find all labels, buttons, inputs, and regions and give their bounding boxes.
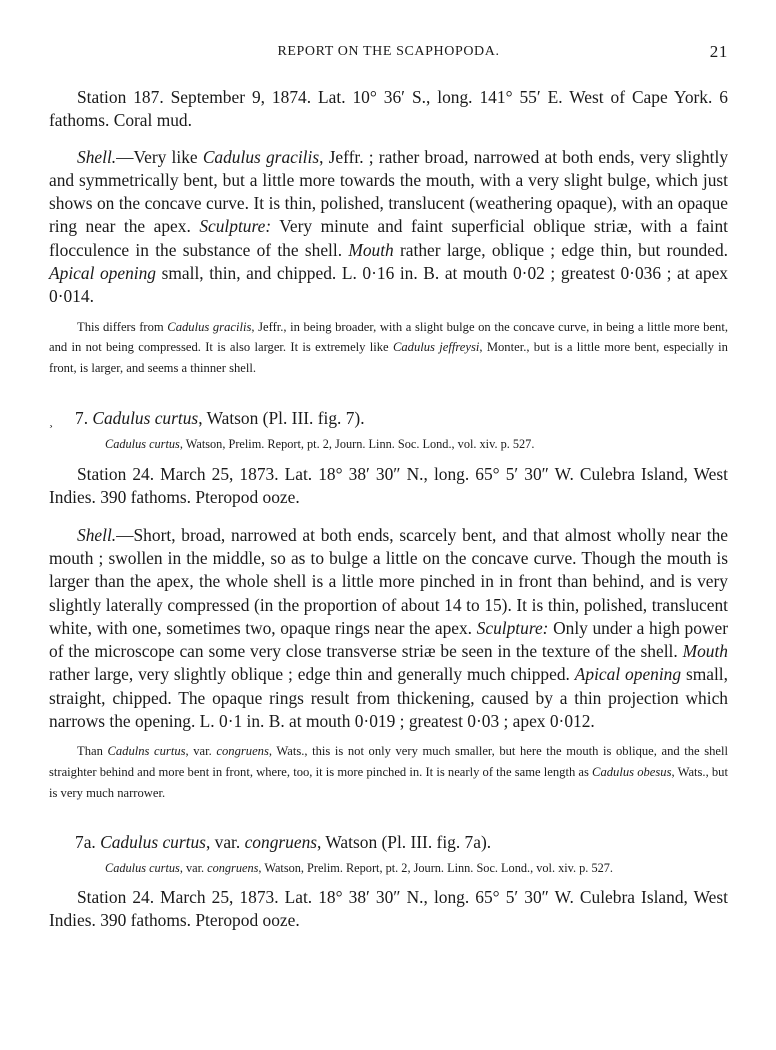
text-run: , Watson (Pl. III. fig. 7a).: [317, 831, 492, 852]
text-run: , Wats., but is very much narrower.: [49, 765, 728, 800]
text-run: —Short, broad, narrowed at both ends, scarcely bent, and that almost wholly near the mouth ; swollen in the middle, so as to bulge a little on the concave curve. Though the mouth is larger than the apex, the whole shell is a little more pinched in in front than behind, and is very slightly laterally compressed (in the proportion of about 14 to 15). It is thin, polished, translucent white, with one, sometimes two, opaque rings near the apex.: [49, 524, 728, 638]
text-run: , var.: [179, 860, 208, 875]
shell-description-paragraph: [49, 524, 728, 734]
species-name: Cadulus curtus: [92, 408, 199, 429]
sculpture-label: Sculpture:: [476, 617, 549, 638]
text-run: , Monter., but is a little more bent, especially in front, is larger, and seems a thinner shell.: [49, 340, 728, 376]
running-title: REPORT ON THE SCAPHOPODA.: [277, 44, 500, 59]
variety-name: congruens: [207, 860, 259, 875]
species-heading-7a: [49, 831, 728, 854]
margin-mark: ¸: [49, 414, 53, 429]
text-run: rather large, oblique ; edge thin, but rounded.: [393, 239, 728, 260]
text-run: , var.: [205, 831, 245, 852]
species-name: Cadulus gracilis: [202, 146, 320, 167]
comparison-note: [49, 741, 728, 803]
station-24-paragraph-2: Station 24. March 25, 1873. Lat. 18° 38′ 30″ N., long. 65° 5′ 30″ W. Culebra Island, West Indies. 390 fathoms. Pteropod ooze.: [49, 886, 728, 931]
species-name: Cadulus curtus: [105, 437, 180, 452]
shell-lead: Shell.: [77, 524, 117, 545]
apical-opening-label: Apical opening: [49, 263, 157, 284]
text-run: —Very like: [116, 146, 203, 167]
text-run: , Watson, Prelim. Report, pt. 2, Journ. Linn. Soc. Lond., vol. xiv. p. 527.: [258, 860, 613, 875]
text-run: rather large, very slightly oblique ; edge thin and generally much chipped.: [49, 664, 575, 685]
species-name: Cadulns curtus: [107, 744, 186, 759]
apical-opening-label: Apical opening: [574, 664, 682, 685]
species-number: 7a.: [75, 831, 101, 852]
species-number: 7.: [75, 408, 93, 429]
shell-description-paragraph: [49, 146, 728, 309]
variety-name: congruens: [244, 831, 318, 852]
text-run: Very minute and faint superficial oblique striæ, with a faint flocculence in the substance of the shell.: [49, 216, 728, 260]
species-heading-7: [49, 407, 728, 430]
text-run: Only under a high power of the microscope can some very close transverse striæ be seen in the texture of the shell.: [49, 617, 728, 662]
shell-lead: Shell.: [77, 146, 117, 167]
species-name: Cadulus gracilis: [167, 319, 252, 334]
station-187-paragraph: Station 187. September 9, 1874. Lat. 10° 36′ S., long. 141° 55′ E. West of Cape York. 6 fathoms. Coral mud.: [49, 87, 728, 131]
reference-line: [49, 858, 728, 878]
text-run: , Jeffr. ; rather broad, narrowed at both ends, very slightly and symmetrically bent, but a little more towards the mouth, with a very slight bulge, which just shows on the concave curve. It is thin, polished, translucent (weathering opaque), with an opaque ring near the apex.: [49, 146, 729, 237]
text-run: This differs from: [77, 319, 168, 334]
text-run: , Jeffr., in being broader, with a slight bulge on the concave curve, in being a little more bent, and in not being compressed. It is also larger. It is extremely like: [49, 319, 728, 355]
species-name: Cadulus curtus: [100, 831, 206, 852]
species-name: Cadulus obesus: [592, 765, 672, 780]
sculpture-label: Sculpture:: [199, 216, 272, 237]
page: [49, 40, 728, 932]
reference-line: [49, 434, 728, 454]
mouth-label: Mouth: [348, 239, 394, 260]
running-header: [49, 40, 728, 64]
page-number: 21: [709, 42, 728, 61]
text-run: small, thin, and chipped. L. 0·16 in. B. at mouth 0·02 ; greatest 0·036 ; at apex 0·014.: [49, 263, 729, 307]
species-name: Cadulus jeffreysi: [392, 340, 480, 355]
comparison-note: [49, 317, 728, 379]
mouth-label: Mouth: [682, 641, 728, 662]
text-run: small, straight, chipped. The opaque rings result from thickening, caused by a thin projection which narrows the opening. L. 0·1 in. B. at mouth 0·019 ; greatest 0·03 ; apex 0·012.: [49, 664, 728, 732]
text-run: , Wats., this is not only very much smaller, but here the mouth is oblique, and the shell straighter behind and more bent in front, where, too, it is more pinched in. It is nearly of the same length as: [49, 744, 729, 780]
variety-name: congruens: [216, 744, 269, 759]
station-24-paragraph: Station 24. March 25, 1873. Lat. 18° 38′ 30″ N., long. 65° 5′ 30″ W. Culebra Island, West Indies. 390 fathoms. Pteropod ooze.: [49, 464, 728, 508]
text-run: , Watson (Pl. III. fig. 7).: [198, 408, 365, 429]
species-name: Cadulus curtus: [105, 860, 180, 875]
text-run: , Watson, Prelim. Report, pt. 2, Journ. Linn. Soc. Lond., vol. xiv. p. 527.: [179, 437, 535, 452]
text-run: Than: [77, 744, 108, 759]
text-run: , var.: [185, 744, 217, 759]
